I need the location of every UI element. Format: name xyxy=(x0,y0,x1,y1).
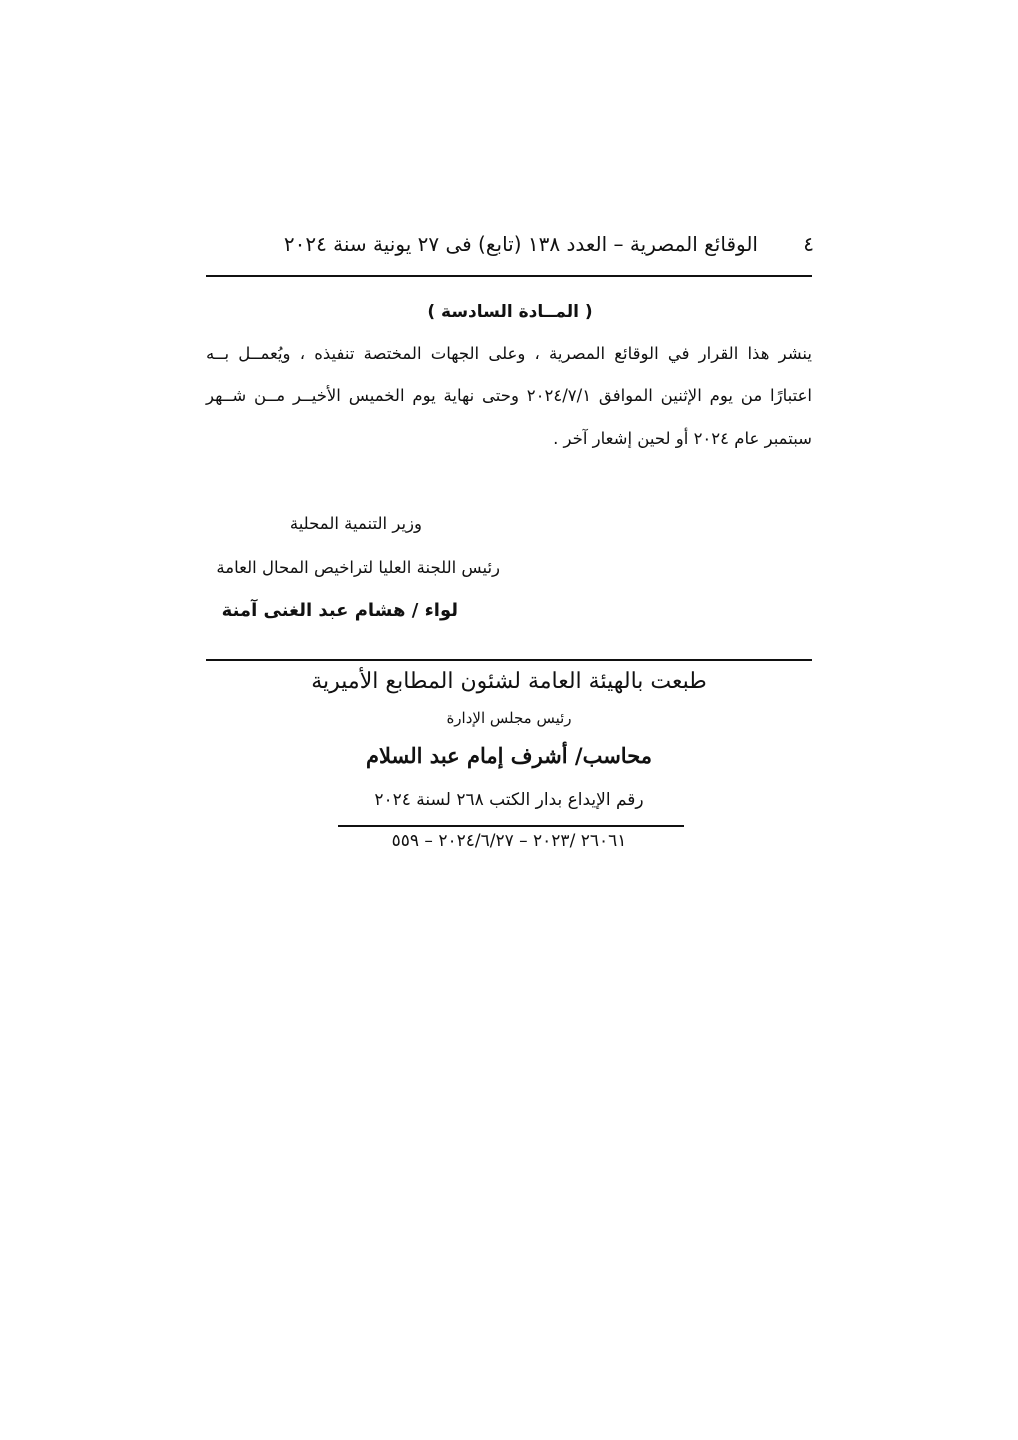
deposit-divider xyxy=(338,825,684,827)
signature-name: لواء / هشام عبد الغنى آمنة xyxy=(221,600,458,621)
signature-position: وزير التنمية المحلية xyxy=(289,514,422,533)
deposit-number: رقم الإيداع بدار الكتب ٢٦٨ لسنة ٢٠٢٤ xyxy=(374,790,644,810)
article-line: اعتبارًا من يوم الإثنين الموافق ٢٠٢٤/٧/١ وحتى نهاية يوم الخميس الأخيــر مــن شــهر xyxy=(206,386,812,405)
board-chair-label: رئيس مجلس الإدارة xyxy=(446,709,572,727)
article-line: ينشر هذا القرار في الوقائع المصرية ، وعلى الجهات المختصة تنفيذه ، ويُعمــل بــه xyxy=(206,344,812,363)
article-line: سبتمبر عام ٢٠٢٤ أو لحين إشعار آخر . xyxy=(553,429,812,448)
print-reference: ٢٦٠٦١ /٢٠٢٣ – ٢٠٢٤/٦/٢٧ – ٥٥٩ xyxy=(391,831,627,851)
header-title: الوقائع المصرية – العدد ١٣٨ (تابع) فى ٢٧ يونية سنة ٢٠٢٤ xyxy=(283,232,758,256)
printer-line: طبعت بالهيئة العامة لشئون المطابع الأميرية xyxy=(311,669,707,694)
signature-committee: رئيس اللجنة العليا لتراخيص المحال العامة xyxy=(216,558,500,577)
footer-divider xyxy=(206,659,812,661)
chair-name: محاسب/ أشرف إمام عبد السلام xyxy=(366,743,652,768)
article-title: ( المــادة السادسة ) xyxy=(427,302,593,322)
header-divider xyxy=(206,275,812,277)
page-number: ٤ xyxy=(803,232,814,256)
